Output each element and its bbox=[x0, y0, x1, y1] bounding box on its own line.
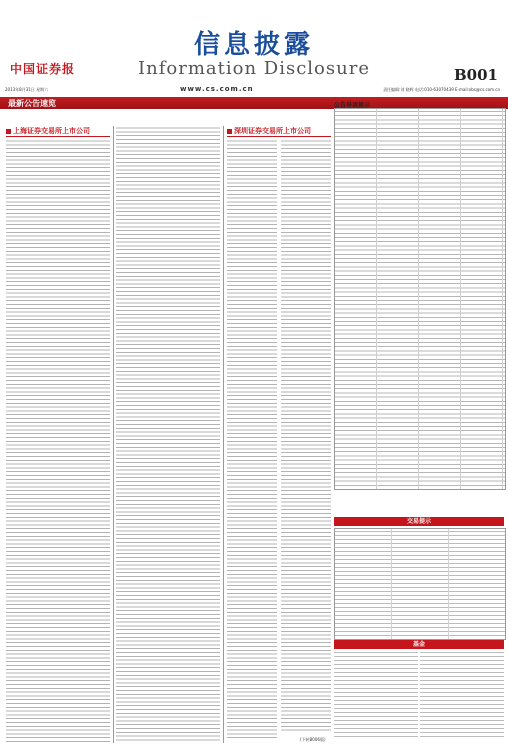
column-divider bbox=[113, 126, 114, 743]
newspaper-logo: 中国证券报 bbox=[10, 62, 76, 76]
sh-column-title: 上海证券交易所上市公司 bbox=[13, 127, 90, 135]
section-banner-label: 最新公告速览 bbox=[8, 99, 56, 108]
website-url[interactable]: www.cs.com.cn bbox=[180, 85, 254, 93]
heading-bullet-icon bbox=[227, 129, 232, 134]
sh-text-column-2 bbox=[116, 126, 220, 743]
page-title: 信息披露 bbox=[193, 30, 314, 60]
masthead bbox=[0, 0, 508, 92]
page-number: B001 bbox=[454, 66, 498, 84]
trading-tips-title: 交易提示 bbox=[334, 517, 504, 526]
sz-column-heading bbox=[227, 126, 331, 137]
continued-note: (下转B006版) bbox=[300, 737, 326, 742]
sh-text-column-1 bbox=[6, 139, 110, 743]
editor-info: 责任编辑:刘 晓辉 电话:010-63070439 E-mail:xbs@cs.com.cn bbox=[383, 87, 500, 92]
sh-column-heading bbox=[6, 126, 110, 137]
sz-text-column-2 bbox=[281, 139, 331, 733]
trading-tips-table bbox=[334, 528, 506, 640]
announcement-table bbox=[334, 108, 506, 490]
fund-section-title: 基金 bbox=[334, 640, 504, 649]
heading-bullet-icon bbox=[6, 129, 11, 134]
sz-text-column-1 bbox=[227, 139, 277, 739]
issue-date: 2013年8月31日 星期六 bbox=[5, 87, 49, 92]
info-bar bbox=[0, 86, 508, 94]
page-subtitle: Information Disclosure bbox=[138, 58, 370, 79]
fund-text bbox=[334, 650, 504, 740]
announcement-table-title: 公告导读提示 bbox=[334, 102, 371, 109]
sz-column-title: 深圳证券交易所上市公司 bbox=[234, 127, 311, 135]
column-divider bbox=[223, 126, 224, 743]
